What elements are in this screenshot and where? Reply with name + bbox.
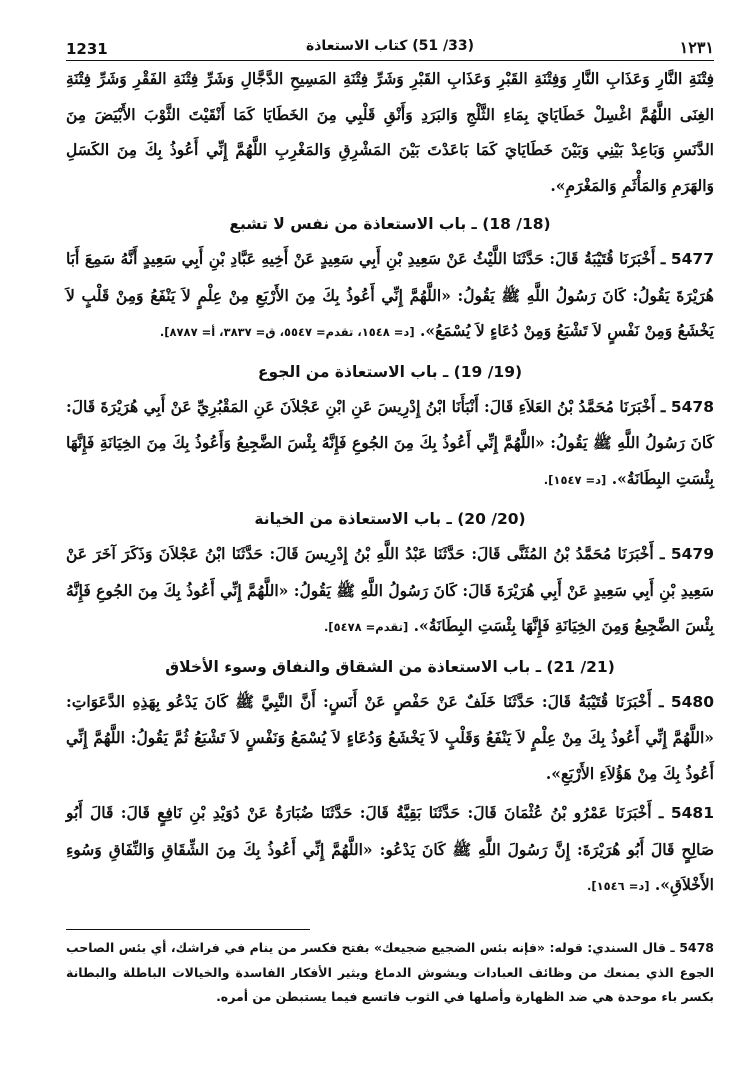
hadith-reference: [د= ١٥٤٦]. [587,879,650,893]
hadith-text: ـ أَخْبَرَنَا قُتَيْبَةُ قَالَ: حَدَّثَنَا خَلَفٌ عَنْ حَفْصٍ عَنْ أَنَسٍ: أَنَّ النَّبِيَّ ﷺ كَانَ يَدْعُو بِهَذِهِ الدَّعَوَاتِ: «اللَّهُمَّ إِنِّي أَعُوذُ بِكَ مِنْ عِلْمٍ لاَ يَنْفَعُ وَقَلْبٍ لاَ يَخْشَعُ وَدُعَاءٍ لاَ يُسْمَعُ وَنَفْسٍ لاَ تَشْبَعُ ثُمَّ يَقُولُ: اللَّهُمَّ إِنِّي أَعُوذُ بِكَ مِنْ هَؤُلاَءِ الأَرْبَعِ». [66,691,714,783]
hadith-number: 5477 [670,250,714,268]
hadith-5477 [66,241,714,351]
section-heading-20: (20/ 20) ـ باب الاستعاذة من الخيانة [254,510,526,528]
hadith-number: 5479 [670,545,714,563]
footnote-number: 5478 [679,940,714,955]
footnote-text: ـ قال السندي: قوله: «فإنه بئس الضجيع ضجيعك» بفتح فكسر من ينام في فراشك، أي بئس الصاحب الجوع الذي يمنعك من وظائف العبادات ويشوش الدماغ ويثير الأفكار الفاسدة والخيالات الباطلة والبطانة بكسر باء موحدة هي ضد الظهارة وأصلها في الثوب فاتسع فيما يستبطن من أمره. [66,940,714,1004]
hadith-5478 [66,389,714,499]
hadith-text: ـ أَخْبَرَنَا عَمْرُو بْنُ عُثْمَانَ قَالَ: حَدَّثَنَا بَقِيَّةُ قَالَ: حَدَّثَنَا ضُبَارَةُ عَنْ دُوَيْدِ بْنِ نَافِعٍ قَالَ: قَالَ أَبُو صَالِحٍ قَالَ أَبُو هُرَيْرَةَ: إِنَّ رَسُولَ اللَّهِ ﷺ كَانَ يَدْعُو: «اللَّهُمَّ إِنِّي أَعُوذُ بِكَ مِنَ الشِّقَاقِ وَالنِّفَاقِ وَسُوءِ الأَخْلاَقِ». [66,803,714,894]
hadith-text: ـ أَخْبَرَنَا مُحَمَّدُ بْنُ المُثَنَّى قَالَ: حَدَّثَنَا عَبْدُ اللَّهِ بْنُ إِدْرِيسَ قَالَ: حَدَّثَنَا ابْنُ عَجْلاَنَ وَذَكَرَ آخَرَ عَنْ سَعِيدِ بْنِ أَبِي سَعِيدٍ عَنْ أَبِي هُرَيْرَةَ قَالَ: كَانَ رَسُولُ اللَّهِ ﷺ يَقُولُ: «اللَّهُمَّ إِنِّي أَعُوذُ بِكَ مِنَ الجُوعِ فَإِنَّهُ بِئْسَ الضَّجِيعُ وَمِنَ الخِيَانَةِ فَإِنَّهَا بِئْسَتِ البِطَانَةُ». [66,544,714,635]
hadith-text: ـ أَخْبَرَنَا مُحَمَّدُ بْنُ العَلاَءِ قَالَ: أَنْبَأَنَا ابْنُ إِدْرِيسَ عَنِ ابْنِ عَجْلاَنَ عَنِ المَقْبُرِيِّ عَنْ أَبِي هُرَيْرَةَ قَالَ: كَانَ رَسُولُ اللَّهِ ﷺ يَقُولُ: «اللَّهُمَّ إِنِّي أَعُوذُ بِكَ مِنَ الجُوعِ فَإِنَّهُ بِئْسَ الضَّجِيعُ وَأَعُوذُ بِكَ مِنَ الخِيَانَةِ فَإِنَّهَا بِئْسَتِ البِطَانَةُ». [66,396,714,488]
hadith-reference: [د= ١٥٤٧]. [543,472,607,487]
hadith-number: 5480 [670,692,714,711]
hadith-5479 [66,536,714,646]
hadith-5481 [66,795,714,905]
running-title: (33/ 51) كتاب الاستعاذة [305,38,475,54]
hadith-reference: [د= ١٥٤٨، تقدم= ٥٥٤٧، ق= ٣٨٣٧، أ= ٨٧٨٧]. [159,325,415,339]
hadith-5480 [66,684,714,792]
footnote-rule [66,929,310,930]
hadith-text: ـ أَخْبَرَنَا قُتَيْبَةُ قَالَ: حَدَّثَنَا اللَّيْثُ عَنْ سَعِيدِ بْنِ أَبِي سَعِيدٍ عَنْ أَخِيهِ عَبَّادِ بْنِ أَبِي سَعِيدٍ أَنَّهُ سَمِعَ أَبَا هُرَيْرَةَ يَقُولُ: كَانَ رَسُولُ اللَّهِ ﷺ يَقُولُ: «اللَّهُمَّ إِنِّي أَعُوذُ بِكَ مِنَ الأَرْبَعِ مِنْ عِلْمٍ لاَ يَنْفَعُ وَمِنْ قَلْبٍ لاَ يَخْشَعُ وَمِنْ نَفْسٍ لاَ تَشْبَعُ وَمِنْ دُعَاءٍ لاَ يُسْمَعُ». [66,249,714,340]
page [66,34,714,905]
section-heading-19: (19/ 19) ـ باب الاستعاذة من الجوع [257,362,523,381]
section-heading-21: (21/ 21) ـ باب الاستعاذة من الشقاق والنفاق وسوء الأخلاق [165,657,615,676]
footnote [66,936,714,1010]
page-header [66,34,714,60]
intro-text: فِتْنَةِ النَّارِ وَعَذَابِ النَّارِ وَفِتْنَةِ القَبْرِ وَعَذَابِ القَبْرِ وَشَرِّ فِتْنَةِ المَسِيحِ الدَّجَّالِ وَشَرِّ فِتْنَةِ الفَقْرِ وَشَرِّ فِتْنَةِ الغِنَى اللَّهُمَّ اغْسِلْ خَطَايَايَ بِمَاءِ الثَّلْجِ وَالبَرَدِ وَأَنْقِ قَلْبِي مِنَ الخَطَايَا كَمَا أَنْقَيْتَ الثَّوْبَ الأَبْيَضَ مِنَ الدَّنَسِ وَبَاعِدْ بَيْنِي وَبَيْنَ خَطَايَايَ كَمَا بَاعَدْتَ بَيْنَ المَشْرِقِ وَالمَغْرِبِ اللَّهُمَّ إِنِّي أَعُوذُ بِكَ مِنَ الكَسَلِ وَالهَرَمِ وَالمَأْثَمِ وَالمَغْرَمِ». [66,69,714,195]
page-number-arabic: ١٢٣١ [679,38,714,57]
page-number-latin: 1231 [66,40,108,58]
hadith-reference: [تقدم= ٥٤٧٨]. [323,620,409,634]
section-heading-18: (18/ 18) ـ باب الاستعاذة من نفس لا تشبع [229,215,551,233]
hadith-number: 5478 [670,397,714,416]
hadith-number: 5481 [670,804,714,822]
